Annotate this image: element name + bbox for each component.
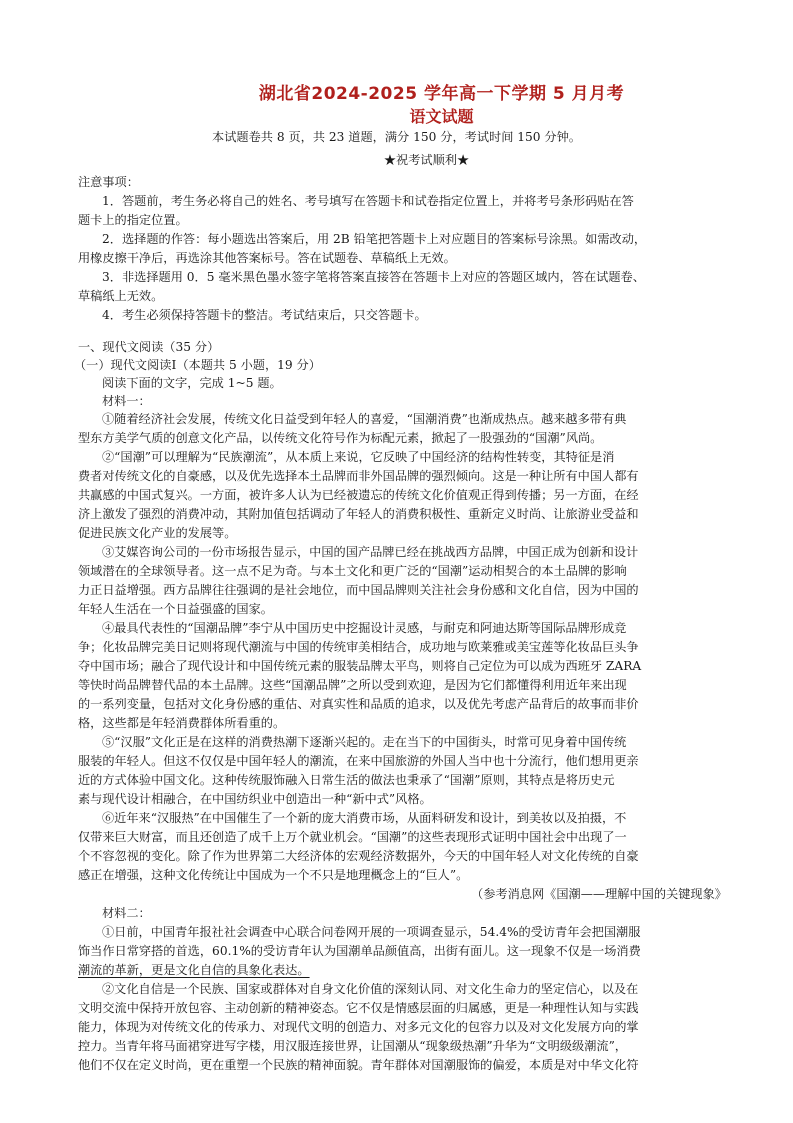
paragraph-4-line: 等快时尚品牌替代品的本土品牌。这些“国潮品牌”之所以受到欢迎，是因为它们都懂得利用近年来出现 bbox=[78, 678, 627, 692]
exam-title: 湖北省2024-2025 学年高一下学期 5 月月考 bbox=[258, 84, 625, 104]
paragraph-1-line: 型东方美学气质的创意文化产品，以传统文化符号作为标配元素，掀起了一股强劲的“国潮”风尚。 bbox=[78, 431, 603, 445]
note-2-line-2: 用橡皮擦干净后，再选涂其他答案标号。答在试题卷、草稿纸上无效。 bbox=[78, 251, 456, 265]
paragraph-2-line: 费者对传统文化的自豪感，以及优先选择本土品牌而非外国品牌的强烈倾向。这是一种让所有中国人都有 bbox=[78, 469, 639, 483]
paragraph-6-line: 仅带来巨大财富，而且还创造了成千上万个就业机会。“国潮”的这些表现形式证明中国社会中出现了一 bbox=[78, 830, 627, 844]
material2-paragraph-2-line: ②文化自信是一个民族、国家或群体对自身文化价值的深刻认同、对文化生命力的坚定信心，以及在 bbox=[102, 982, 639, 996]
paragraph-4-line: ④最具代表性的“国潮品牌”李宁从中国历史中挖掘设计灵感，与耐克和阿迪达斯等国际品牌形成竞 bbox=[102, 621, 627, 635]
paragraph-4-line: 格，这些都是年轻消费群体所看重的。 bbox=[78, 716, 286, 730]
subsection-heading: （一）现代文阅读Ⅰ（本题共 5 小题，19 分） bbox=[74, 358, 321, 372]
notes-heading: 注意事项： bbox=[78, 175, 139, 189]
paragraph-4-line: 争；化妆品牌完美日记则将现代潮流与中国的传统审美相结合，成功地与欧莱雅或美宝莲等化妆品巨头争 bbox=[78, 640, 639, 654]
paragraph-2-line: 促进民族文化产业的发展等。 bbox=[78, 526, 237, 540]
note-2-line-1: 2．选择题的作答：每小题选出答案后，用 2B 铅笔把答题卡上对应题目的答案标号涂黑。如需改动， bbox=[102, 232, 647, 246]
paragraph-3-line: 领域潜在的全球领导者。这一点不足为奇。与本土文化和更广泛的“国潮”运动相契合的本土品牌的影响 bbox=[78, 564, 627, 578]
material2-paragraph-1-line: ①日前，中国青年报社社会调查中心联合问卷网开展的一项调查显示，54.4%的受访青年会把国潮服 bbox=[102, 925, 641, 939]
material-two-label: 材料二： bbox=[102, 906, 151, 920]
paragraph-2-line: 共赢感的中国式复兴。一方面，被许多人认为已经被遗忘的传统文化价值观正得到传播；另一方面，在经 bbox=[78, 488, 639, 502]
good-luck-text: ★祝考试顺利★ bbox=[383, 153, 470, 167]
paragraph-1-line: ①随着经济社会发展，传统文化日益受到年轻人的喜爱，“国潮消费”也渐成热点。越来越多带有典 bbox=[102, 412, 627, 426]
paragraph-3-line: ③艾媒咨询公司的一份市场报告显示，中国的国产品牌已经在挑战西方品牌，中国正成为创新和设计 bbox=[102, 545, 639, 559]
paragraph-6-line: 感正在增强，这种文化传统让中国成为一个不只是地理概念上的“巨人”。 bbox=[78, 868, 469, 882]
paragraph-5-line: 服装的年轻人。但这不仅仅是中国年轻人的潮流，在来中国旅游的外国人当中也十分流行，他们想用更亲 bbox=[78, 754, 639, 768]
note-3-line-2: 草稿纸上无效。 bbox=[78, 289, 164, 303]
reading-instruction: 阅读下面的文字，完成 1~5 题。 bbox=[102, 376, 282, 390]
note-4: 4．考生必须保持答题卡的整洁。考试结束后，只交答题卡。 bbox=[102, 308, 427, 322]
paragraph-5-line: 近的方式体验中国文化。这种传统服饰融入日常生活的做法也秉承了“国潮”原则，其特点是将历史元 bbox=[78, 773, 615, 787]
material-one-label: 材料一： bbox=[102, 394, 151, 408]
paragraph-3-line: 年轻人生活在一个日益强盛的国家。 bbox=[78, 602, 273, 616]
note-1-line-2: 题卡上的指定位置。 bbox=[78, 213, 188, 227]
material2-paragraph-2-line: 他们不仅在定义时尚，更在重塑一个民族的精神面貌。青年群体对国潮服饰的偏爱，本质是对中华文化符 bbox=[78, 1058, 639, 1072]
section-heading: 一、现代文阅读（35 分） bbox=[78, 340, 220, 354]
subject-title: 语文试题 bbox=[409, 107, 474, 126]
paragraph-5-line: ⑤“汉服”文化正是在这样的消费热潮下逐渐兴起的。走在当下的中国街头，时常可见身着中国传统 bbox=[102, 735, 627, 749]
note-1-line-1: 1．答题前，考生务必将自己的姓名、考号填写在答题卡和试卷指定位置上，并将考号条形码贴在答 bbox=[102, 194, 634, 208]
material2-paragraph-1-line: 潮流的革新，更是文化自信的具象化表达。 bbox=[78, 963, 310, 977]
source-citation: （参考消息网《国潮——理解中国的关键现象》 bbox=[471, 887, 727, 901]
paragraph-5-line: 素与现代设计相融合，在中国纺织业中创造出一种“新中式”风格。 bbox=[78, 792, 432, 806]
material2-paragraph-1-line: 饰当作日常穿搭的首选，60.1%的受访青年认为国潮单品颜值高，出街有面儿。这一现象不仅是一场消费 bbox=[78, 944, 641, 958]
paragraph-6-line: ⑥近年来“汉服热”在中国催生了一个新的庞大消费市场，从面料研发和设计，到美妆以及拍摄，不 bbox=[102, 811, 627, 825]
paragraph-2-line: 济上激发了强烈的消费冲动，其附加值包括调动了年轻人的消费积极性、重新定义时尚、让旅游业受益和 bbox=[78, 507, 639, 521]
paragraph-4-line: 夺中国市场；融合了现代设计和中国传统元素的服装品牌太平鸟，则将自己定位为可以成为西班牙 ZARA bbox=[78, 659, 642, 673]
material2-paragraph-2-line: 控力。当青年将马面裙穿进写字楼，用汉服连接世界，让国潮从“现象级热潮”升华为“文明级级潮流”， bbox=[78, 1039, 627, 1053]
exam-info: 本试题卷共 8 页，共 23 道题，满分 150 分，考试时间 150 分钟。 bbox=[212, 130, 581, 144]
material2-paragraph-2-line: 能力，体现为对传统文化的传承力、对现代文明的创造力、对多元文化的包容力以及对文化发展方向的掌 bbox=[78, 1020, 639, 1034]
paragraph-4-line: 的一系列变量，包括对文化身份感的重估、对真实性和品质的追求，以及优先考虑产品背后的故事而非价 bbox=[78, 697, 639, 711]
paragraph-2-line: ②“国潮”可以理解为“民族潮流”，从本质上来说，它反映了中国经济的结构性转变，其特征是消 bbox=[102, 450, 615, 464]
paragraph-3-line: 力正日益增强。西方品牌往往强调的是社会地位，而中国品牌则关注社会身份感和文化自信，因为中国的 bbox=[78, 583, 639, 597]
material2-paragraph-2-line: 文明交流中保持开放包容、主动创新的精神姿态。它不仅是情感层面的归属感，更是一种理性认知与实践 bbox=[78, 1001, 639, 1015]
note-3-line-1: 3．非选择题用 0．5 毫米黑色墨水签字笔将答案直接答在答题卡上对应的答题区域内，答在试题卷、 bbox=[102, 270, 645, 284]
paragraph-6-line: 个不容忽视的变化。除了作为世界第二大经济体的宏观经济数据外，今天的中国年轻人对文化传统的自豪 bbox=[78, 849, 639, 863]
